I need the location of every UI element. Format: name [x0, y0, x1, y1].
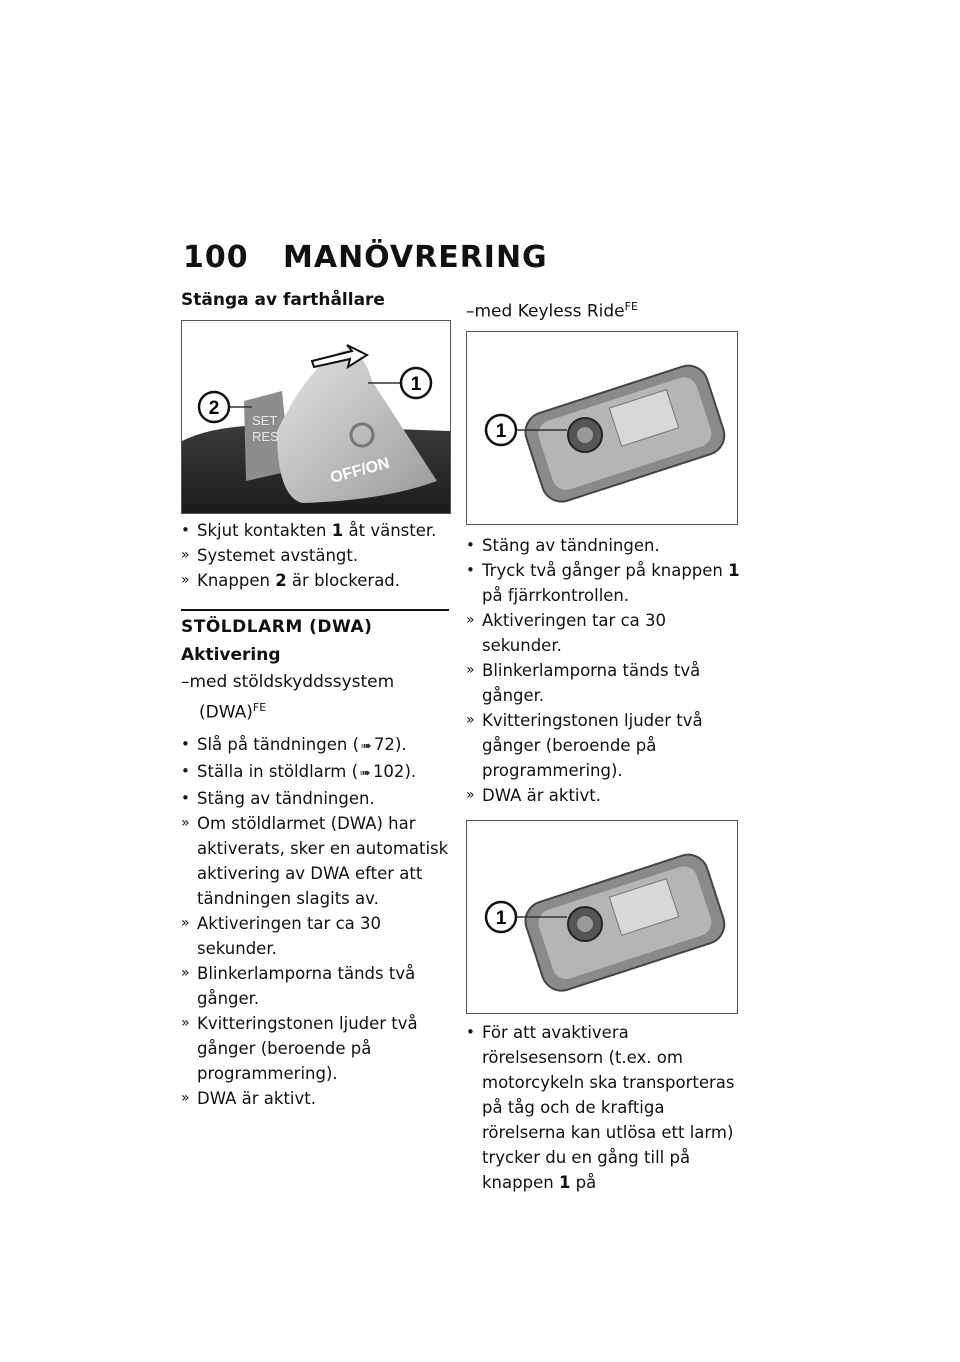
list-item: » Knappen 2 är blockerad.	[181, 571, 401, 590]
figure-key-fob	[466, 331, 738, 525]
list-item: » Aktiveringen tar ca 30 sekunder.	[181, 913, 381, 958]
section-title-dwa: STÖLDLARM (DWA)	[181, 617, 373, 637]
condition-keyless: –med Keyless Ride$^{FE}$	[466, 300, 638, 322]
list-item: » Systemet avstängt.	[181, 546, 359, 565]
list-keyless-steps	[466, 533, 746, 808]
left-column	[181, 290, 461, 1111]
list-item: » Kvitteringstonen ljuder två gånger (beroende på programmering).	[181, 1013, 418, 1083]
page-ref-icon: ➠	[360, 765, 371, 781]
list-item: • Slå på tändningen ( ➠ 72).	[181, 732, 461, 759]
list-item: » Aktiveringen tar ca 30 sekunder.	[466, 610, 666, 655]
key-fob-illustration-2	[467, 821, 737, 1013]
list-item: • Stäng av tändningen.	[181, 788, 375, 808]
callout-label-1: 1	[495, 907, 507, 929]
res-text: RES	[252, 429, 279, 444]
section-divider	[181, 609, 449, 611]
cruise-switch-illustration	[182, 321, 450, 513]
list-cruise-steps	[181, 518, 461, 593]
page-ref-icon: ➠	[361, 738, 372, 754]
figure-key-fob-2	[466, 820, 738, 1014]
list-motion-sensor	[466, 1020, 746, 1195]
list-item: • Tryck två gånger på knappen 1 på fjärrkontrollen.	[466, 560, 740, 605]
list-item: » Blinkerlamporna tänds två gånger.	[466, 660, 701, 705]
page-number: 100	[183, 240, 249, 275]
callout-label-1: 1	[495, 420, 507, 442]
page-ref-link[interactable]: 102	[372, 761, 405, 781]
list-item: • Ställa in stöldlarm ( ➠ 102).	[181, 759, 461, 786]
list-dwa-steps	[181, 732, 461, 1111]
key-fob-illustration	[467, 332, 737, 524]
right-column	[466, 294, 746, 1195]
page-ref-link[interactable]: 72	[373, 734, 395, 754]
callout-label-1: 1	[410, 374, 422, 395]
list-item: » Kvitteringstonen ljuder två gånger (beroende på programmering).	[466, 710, 703, 780]
list-item: • För att avaktivera rörelsesensorn (t.ex. om motorcykeln ska transporteras på tåg och de kraftiga rörelserna kan utlösa ett larm) trycker du en gång till på knappen 1 på	[466, 1022, 735, 1192]
list-item: • Stäng av tändningen.	[466, 535, 660, 555]
bmw-logo-icon	[577, 916, 593, 932]
callout-label-2: 2	[208, 398, 220, 419]
page-header	[183, 240, 743, 280]
figure-cruise-switch	[181, 320, 451, 514]
list-item: » Blinkerlamporna tänds två gånger.	[181, 963, 416, 1008]
list-item: » DWA är aktivt.	[466, 785, 601, 805]
subheading-cruise-control: Stänga av farthållare	[181, 290, 385, 310]
list-item: » Om stöldlarmet (DWA) har aktiverats, sker en automatisk aktivering av DWA efter att tändningen slagits av.	[181, 813, 449, 908]
list-item: » DWA är aktivt.	[181, 1088, 316, 1108]
subheading-activation: Aktivering	[181, 645, 281, 665]
bmw-logo-icon	[577, 427, 593, 443]
off-on-text: OFF/ON	[328, 454, 392, 487]
chapter-title: MANÖVRERING	[283, 240, 548, 275]
set-text: SET	[252, 413, 278, 428]
list-item: • Skjut kontakten 1 åt vänster.	[181, 521, 437, 540]
condition-dwa: –med stöldskyddssystem (DWA)$^{FE}$	[181, 672, 395, 723]
